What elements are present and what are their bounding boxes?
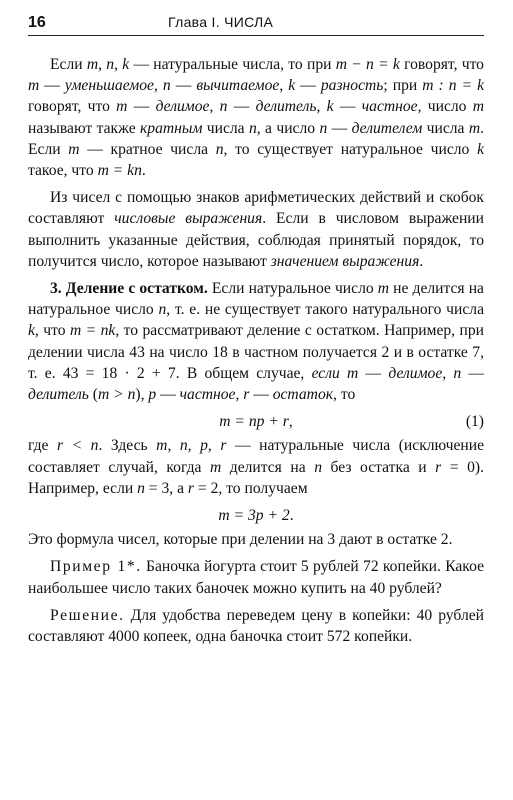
paragraph-expressions: Из чисел с помощью знаков арифметических действий и скобок составляют числовые выражения. Если в числовом выражении выполнить указанные действия, соблюдая принятый порядок, то получится число, которое называют значением выражения. xyxy=(28,189,484,270)
paragraph-example: Пример 1*. Баночка йогурта стоит 5 рублей 72 копейки. Какое наибольшее число таких баночек можно купить на 40 рублей? xyxy=(28,558,484,597)
paragraph-formula-note: Это формула чисел, которые при делении на 3 дают в остатке 2. xyxy=(28,531,453,549)
chapter-title: Глава I. ЧИСЛА xyxy=(168,14,274,30)
solution-heading: Решение. xyxy=(50,606,125,624)
page-header xyxy=(28,14,484,36)
paragraph-solution: Решение. Для удобства переведем цену в копейки: 40 рублей составляют 4000 копеек, одна баночка стоит 572 копейки. xyxy=(28,606,484,646)
page-body xyxy=(28,54,484,647)
paragraph-definitions: Если m, n, k — натуральные числа, то при m − n = k говорят, что m — уменьшаемое, n — вычитаемое, k — разность; при m : n = k говорят, что m — делимое, n — делитель, k — частное, число m называют также кратным числа n, а число n — делителем числа m. Если m — кратное числа n, то существует натуральное число k такое, что m = kn. xyxy=(28,56,485,180)
formula-1: m = np + r , (1) xyxy=(28,411,484,432)
example-heading: Пример 1*. xyxy=(50,558,142,576)
formula-number: (1) xyxy=(465,413,484,431)
formula-2: m = 3p + 2 . xyxy=(218,507,294,525)
page-number: 16 xyxy=(28,14,46,31)
section-heading: 3. Деление с остатком. xyxy=(50,280,208,298)
paragraph-division-remainder: 3. Деление с остатком. Если натуральное число m не делится на натуральное число n, т. е. не существует такого натурального числа k, что m = nk, то рассматривают деление с остатком. Например, при делении числа 43 на число 18 в частном получается 2 и в остатке 7, т. е. 43 = 18 · 2 + 7. В общем случае, если m — делимое, n — делитель (m > n), p — частное, r — остаток, то xyxy=(28,280,485,404)
paragraph-where: где r < n. Здесь m, n, p, r — натуральные числа (исключение составляет случай, когда m делится на n без остатка и r = 0). Например, если n = 3, а r = 2, то получаем xyxy=(28,437,484,497)
book-page xyxy=(28,14,484,653)
